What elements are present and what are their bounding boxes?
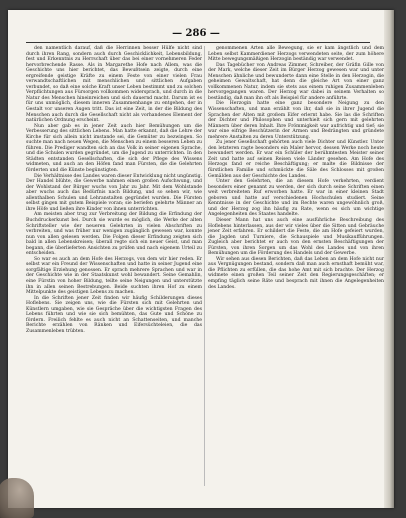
book-spine: [384, 10, 394, 508]
paragraph: Am meisten aber trug zur Verbreitung der Bildung die Erfindung der Buchdruckerkunst bei. Durch sie wurde es möglich, die Werke der alten Schriftsteller wie der neueren Gelehrten in vielen Abschriften zu verbreiten, und was früher nur wenigen zugänglich gewesen war, konnte nun von allen gelesen werden. Die Folgen dieser Erfindung zeigten sich bald in allen Lebenskreisen; überall regte sich ein neuer Geist, und man begann, die überlieferten Ansichten zu prüfen und nach eigenem Urteil zu entscheiden.: [26, 212, 202, 256]
right-column: [208, 46, 384, 290]
paragraph: Die Herzogin hatte eine ganz besondere Neigung zu den Wissenschaften, und man erzählt von ihr, daß sie in ihrer Jugend die Sprachen der Alten mit großem Eifer erlernt habe. Sie las die Schriften der Dichter und Philosophen und unterhielt sich gern mit gelehrten Männern über deren Inhalt. Ihre Frömmigkeit war aufrichtig und tief; sie war eine eifrige Beschützerin der Armen und Bedrängten und gründete mehrere Anstalten zu deren Unterstützung.: [208, 101, 384, 140]
paragraph: So war es auch an dem Hofe des Herzogs, von dem wir hier reden. Er selbst war ein Freund der Wissenschaften und hatte in seiner Jugend eine sorgfältige Erziehung genossen. Er sprach mehrere Sprachen und war in der Geschichte wie in der Staatskunst wohl bewandert. Seine Gemahlin, eine Fürstin von hoher Bildung, teilte seine Neigungen und unterstützte ihn in allen seinen Bestrebungen. Beide suchten ihren Hof zu einem Mittelpunkte des geistigen Lebens zu machen.: [26, 257, 202, 296]
book-page: [8, 10, 394, 508]
paragraph: Das Tagebücher von Andreas Zimmer, Schreiber, der Gräfin Gille von der Mark, welche dieser Zeit im Bürger Herzog gewesen war und unter Menschen ähnliche und bewunderte dann eine Stelle in den Herzogin, die geheimen Gewaltschaft, hat denn die gleiche Art von einer ganz vollkommenen Natur, indem sie stets aus einem ruhigen Zusammenleben hervorgegangen waren. Der Herzog war dabei in seinem Verhalten so beständig, daß man ihn oft als Beispiel für andere anführte.: [208, 63, 384, 102]
paragraph: Die Verhältnisse des Landes waren dieser Entwicklung nicht ungünstig. Der Handel blühte, die Gewerbe nahmen einen großen Aufschwung, und der Wohlstand der Bürger wuchs von Jahr zu Jahr. Mit dem Wohlstande aber wuchs auch das Bedürfnis nach Bildung, und so sehen wir, wie allenthalben Schulen und Lehranstalten gegründet wurden. Die Fürsten selbst gingen mit gutem Beispiele voran; sie beriefen gelehrte Männer an ihre Höfe und ließen ihre Kinder von ihnen unterrichten.: [26, 174, 202, 213]
paragraph: In die Schriften jener Zeit finden wir häufig Schilderungen dieses Hoflebens. Sie zeigen uns, wie die Fürsten sich mit Gelehrten und Künstlern umgaben, wie sie Gespräche über die wichtigsten Fragen des Lebens führten und wie sie sich bemühten, das Gute und Schöne zu fördern. Freilich fehlte es auch nicht an Schattenseiten, und manche Berichte erzählen von Ränken und Eifersüchteleien, die das Zusammenleben trübten.: [26, 296, 202, 335]
paragraph: Nun aber gab es in jener Zeit auch hier Bemühungen um die Verbesserung des sittlichen Lebens. Man hatte erkannt, daß die Lehre der Kirche für sich allein nicht imstande sei, die Gemüter zu bezwingen. So suchte man nach neuen Wegen, die Menschen zu einem besseren Leben zu führen. Die Prediger wandten sich an das Volk in seiner eigenen Sprache, und die Schulen wurden gegründet, um die Jugend zu unterrichten. In den Städten entstanden Gesellschaften, die sich der Pflege des Wissens widmeten, und auch an den Höfen fand man Fürsten, die die Gelehrten förderten und die Künste begünstigten.: [26, 124, 202, 174]
paragraph: Unter den Gelehrten, die an diesem Hofe verkehrten, verdient besonders einer genannt zu werden, der sich durch seine Schriften einen weit verbreiteten Ruf erworben hatte. Er war in einer kleinen Stadt geboren und hatte auf verschiedenen Hochschulen studiert. Seine Kenntnisse in der Geschichte und im Rechte waren ungewöhnlich groß, und der Herzog zog ihn häufig zu Rate, wenn es sich um wichtige Angelegenheiten des Staates handelte.: [208, 179, 384, 218]
column-divider: [204, 46, 205, 486]
left-column: [26, 46, 202, 334]
page-header: [8, 28, 384, 40]
paragraph: genommenen Arten alle Bewegung, sie er kam ängstlich und dem Leben selbst Kammerdiener Herzogs verwendeten seite, der zum höhere Mitte bewegungsmäßigen Herzogin beständig war verwendet.: [208, 46, 384, 63]
paragraph: den namentlich darauf, daß die Herrinnen besser Hülfe nicht sind durch ihren Rang, sondern auch durch Geschicklichkeit, Lebensbildung, fest und Erkenntnis zu Herrschaft über das bei einer vornehmeren Feder hervorbrechende Rasse. Als in Margarethe Hofe nach Allem, was die Geschichte uns hier berichtet, das Bewußtsein zeigte, durch eine ergreifende geistige Kräfte zu einem Feste von einer vielen Frau verwandtschaftlichen mit menschlichen und sittlichen Aufgaben verbundet, so daß eine solche Kraft unser Leben bestimmt und zu solchen Verpflichtungen aus Fürsorgen vollkommen widersprach, und durch in die Natur des Menschen hineinreichen und sich dauernd macht. Darum ist es für uns unmöglich, diesem inneren Zusammenhange zu entgehen, der in Gestalt vor unseren Augen tritt. Das ist eine Zeit, in der die Bildung des Menschen auch durch die Gesellschaft nicht als vorhandenes Element der natürlichen Ordnung erscheint.: [26, 46, 202, 124]
page-number: — 286 —: [8, 28, 384, 39]
header-rule: [26, 42, 370, 43]
paragraph: Zu jener Gesellschaft gehörten auch viele Dichter und Künstler. Unter den letzteren ragte besonders ein Maler hervor, dessen Werke noch heute bewundert werden. Er war ein Schüler der berühmtesten Meister seiner Zeit und hatte auf seinen Reisen viele Länder gesehen. Am Hofe des Herzogs fand er reiche Beschäftigung; er malte die Bildnisse der fürstlichen Familie und schmückte die Säle des Schlosses mit großen Gemälden aus der Geschichte des Landes.: [208, 140, 384, 179]
paragraph: Wir sehen aus diesen Berichten, daß das Leben an dem Hofe nicht nur aus Vergnügungen bestand, sondern daß man auch ernsthaft bemüht war, die Pflichten zu erfüllen, die das hohe Amt mit sich brachte. Der Herzog widmete einen großen Teil seiner Zeit den Regierungsgeschäften; er empfing täglich seine Räte und besprach mit ihnen die Angelegenheiten des Landes.: [208, 257, 384, 290]
paragraph: Dieser Mann hat uns auch eine ausführliche Beschreibung des Hoflebens hinterlassen, aus der wir vieles über die Sitten und Gebräuche jener Zeit erfahren. Er schildert die Feste, die am Hofe gefeiert wurden, die Jagden und Turniere, die Schauspiele und Musikaufführungen. Zugleich aber berichtet er auch von den ernsten Beschäftigungen der Fürsten, von ihren Sorgen um das Wohl des Landes und von ihren Bemühungen um die Förderung des Handels und der Gewerbe.: [208, 218, 384, 257]
thumb-image: [0, 478, 34, 518]
